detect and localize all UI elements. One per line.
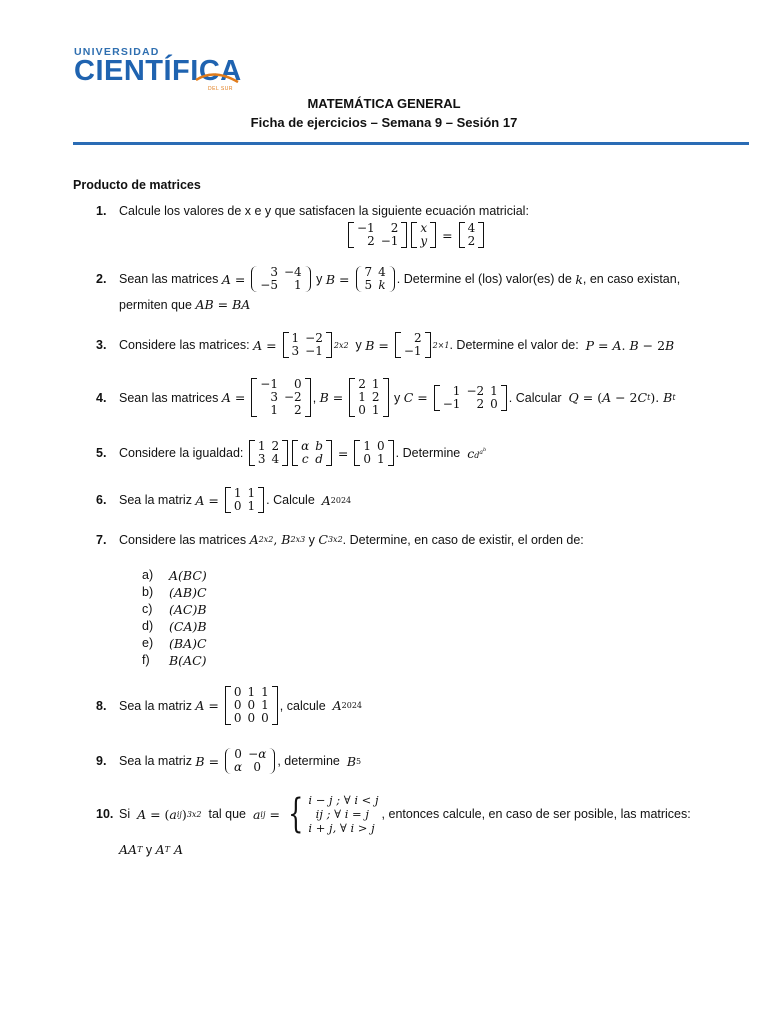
page-subtitle: Ficha de ejercicios – Semana 9 – Sesión 17	[250, 115, 518, 130]
logo-swoosh-icon	[74, 46, 244, 96]
university-logo	[74, 46, 244, 96]
exercise-text: Calcule los valores de x e y que satisfacen la siguiente ecuación matricial:	[119, 204, 529, 218]
exercise-3: 3. Considere las matrices: A = 1 −2 3 −1 2x2 y B = 2 −1 2×1 . Determine el valor de: P = A . B − 2 B	[96, 331, 675, 358]
exercise-9: 9. Sea la matriz B = 0 −α α 0 , determine B 5	[96, 747, 362, 774]
matrix: 1 −2 3 −1	[283, 332, 332, 358]
exercise-10-line2: AA T y A T A	[119, 842, 183, 857]
exercise-2-line2: permiten que AB = BA	[119, 297, 251, 312]
exercise-6: 6. Sea la matriz A = 1 1 0 1 . Calcule A 2024	[96, 486, 352, 513]
exercise-10: 10. Si A = ( a ij ) 3x2 tal que a ij = { i − j ; ∀ i < j ij ; ∀ i = j i + j, ∀ i > j , entonces calcule, en caso de ser posible, las matrices:	[96, 791, 691, 837]
page-title: MATEMÁTICA GENERAL	[307, 96, 461, 111]
matrix: 1 1 0 1	[225, 487, 264, 513]
matrix: 2 1 1 2 0 1	[349, 378, 388, 417]
matrix: 0 1 1 0 0 1 0 0 0	[225, 686, 278, 725]
matrix: 1 2 3 4	[249, 440, 288, 466]
logo-top-text: UNIVERSIDAD	[74, 46, 160, 58]
logo-sub-text: DEL SUR	[208, 86, 233, 92]
exercise-1	[96, 204, 529, 218]
section-title: Producto de matrices	[73, 178, 201, 192]
matrix: 2 −1	[395, 332, 431, 358]
matrix: 1 0 0 1	[354, 440, 393, 466]
matrix: −1 0 3 −2 1 2	[251, 378, 310, 417]
header-divider	[73, 142, 749, 145]
exercise-7: 7. Considere las matrices A 2x2 , B 2x3 y C 3x2 . Determine, en caso de existir, el orden de:	[96, 532, 584, 547]
exercise-1-equation: −1 2 2 −1 x y = 4 2	[346, 222, 486, 248]
matrix: 4 2	[459, 222, 485, 248]
matrix: 7 4 5 k	[356, 266, 395, 292]
matrix: x y	[411, 222, 436, 248]
matrix: −1 2 2 −1	[348, 222, 407, 248]
exercise-8: 8. Sea la matriz A = 0 1 1 0 0 1 0 0 0 , calcule A 2024	[96, 685, 363, 725]
logo-main-text: CIENTÍFICA	[74, 55, 242, 87]
matrix: 3 −4 −5 1	[251, 266, 310, 292]
exercise-5: 5. Considere la igualdad: 1 2 3 4 α b c d = 1 0 0 1 . Determine c $d^{a^b}$	[96, 439, 487, 466]
exercise-number: 1.	[96, 204, 107, 218]
sub-item-a: a) A(BC)	[142, 568, 207, 583]
matrix: 1 −2 1 −1 2 0	[434, 385, 507, 411]
matrix: α b c d	[292, 440, 332, 466]
sub-item-b: b) (AB)C	[142, 585, 207, 600]
sub-item-d: d) (CA)B	[142, 619, 207, 634]
sub-item-f: f) B(AC)	[142, 653, 207, 668]
piecewise-definition: { i − j ; ∀ i < j ij ; ∀ i = j i + j, ∀ i > j	[288, 791, 379, 837]
sub-item-e: e) (BA)C	[142, 636, 207, 651]
exercise-2: 2. Sean las matrices A = 3 −4 −5 1 y B = 7 4 5 k . Determine el (los) valor(es) de k , en caso existan,	[96, 265, 681, 292]
sub-item-c: c) (AC)B	[142, 602, 207, 617]
matrix: 0 −α α 0	[225, 748, 275, 774]
exercise-4: 4. Sean las matrices A = −1 0 3 −2 1 2 , B = 2 1 1 2 0 1 y C = 1 −2 1 −1 2 0 . Calcular Q = ( A − 2 C t ). B t	[96, 377, 676, 417]
